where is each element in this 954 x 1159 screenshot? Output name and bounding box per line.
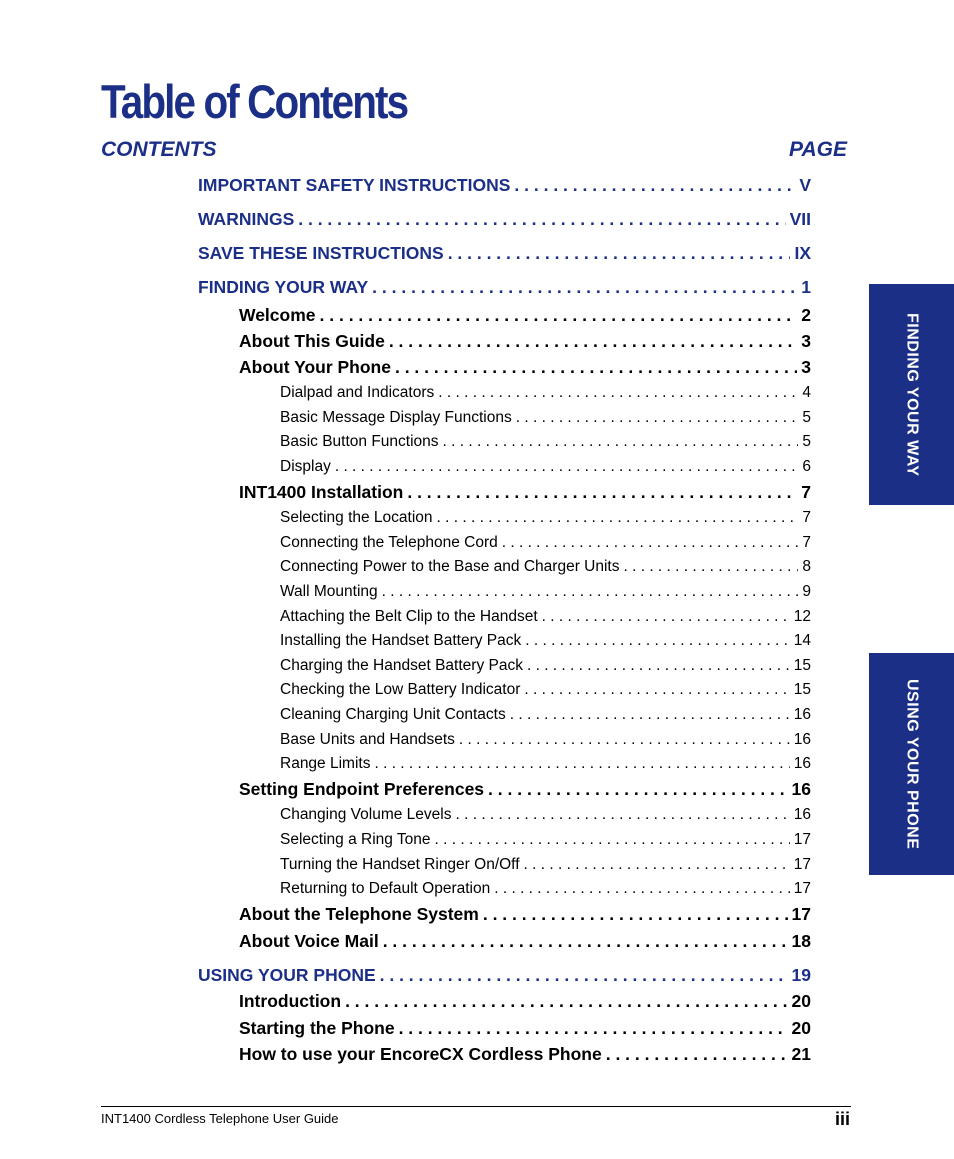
toc-entry-title: USING YOUR PHONE bbox=[198, 965, 376, 985]
dot-leader bbox=[383, 931, 788, 952]
toc-entry-page: 16 bbox=[793, 755, 811, 772]
side-tab-using-your-phone[interactable] bbox=[869, 653, 954, 875]
toc-entry-title: Base Units and Handsets bbox=[280, 731, 455, 748]
toc-entry-title: Display bbox=[280, 458, 331, 475]
dot-leader bbox=[298, 209, 785, 230]
toc-entry-page: 9 bbox=[802, 583, 811, 600]
dot-leader bbox=[407, 482, 797, 503]
dot-leader bbox=[510, 706, 790, 724]
toc-entry-page: 21 bbox=[791, 1044, 811, 1064]
toc-entry-title: Range Limits bbox=[280, 755, 371, 772]
toc-entry-page: 5 bbox=[802, 409, 811, 426]
footer-page-number: iii bbox=[834, 1109, 850, 1129]
dot-leader bbox=[380, 965, 788, 986]
dot-leader bbox=[435, 831, 790, 849]
toc-entry[interactable] bbox=[280, 534, 811, 556]
toc-entry-page: 16 bbox=[791, 779, 811, 799]
toc-entry-title: Connecting the Telephone Cord bbox=[280, 534, 498, 551]
dot-leader bbox=[443, 433, 799, 451]
toc-entry-page: 7 bbox=[801, 482, 811, 502]
toc-entry[interactable] bbox=[280, 433, 811, 455]
toc-entry-title: About Voice Mail bbox=[239, 931, 379, 951]
toc-entry-page: 20 bbox=[791, 1018, 811, 1038]
dot-leader bbox=[320, 305, 798, 326]
dot-leader bbox=[527, 657, 790, 675]
toc-entry-page: 16 bbox=[793, 806, 811, 823]
toc-entry[interactable] bbox=[280, 755, 811, 777]
toc-entry-title: Installing the Handset Battery Pack bbox=[280, 632, 522, 649]
toc-entry[interactable] bbox=[239, 331, 811, 355]
page-title: Table of Contents bbox=[101, 75, 408, 128]
toc-entry-page: 2 bbox=[801, 305, 811, 325]
toc-entry-title: Selecting the Location bbox=[280, 509, 433, 526]
toc-entry[interactable] bbox=[280, 509, 811, 531]
dot-leader bbox=[437, 509, 799, 527]
dot-leader bbox=[525, 632, 790, 650]
dot-leader bbox=[438, 384, 798, 402]
toc-entry-page: 14 bbox=[793, 632, 811, 649]
footer-rule bbox=[101, 1106, 851, 1107]
dot-leader bbox=[374, 755, 789, 773]
toc-entry-title: FINDING YOUR WAY bbox=[198, 277, 369, 297]
toc-entry-page: 6 bbox=[802, 458, 811, 475]
footer-guide-name: INT1400 Cordless Telephone User Guide bbox=[101, 1111, 339, 1126]
dot-leader bbox=[524, 681, 789, 699]
toc-entry-title: SAVE THESE INSTRUCTIONS bbox=[198, 243, 444, 263]
toc-entry-page: 7 bbox=[802, 534, 811, 551]
page-column-header: PAGE bbox=[789, 138, 847, 161]
toc-entry-title: Charging the Handset Battery Pack bbox=[280, 657, 523, 674]
toc-entry[interactable] bbox=[239, 904, 811, 928]
toc-entry-title: Checking the Low Battery Indicator bbox=[280, 681, 521, 698]
toc-entry-title: Changing Volume Levels bbox=[280, 806, 452, 823]
toc-entry[interactable] bbox=[280, 384, 811, 406]
contents-column-header: CONTENTS bbox=[101, 138, 217, 161]
toc-entry-page: 16 bbox=[793, 706, 811, 723]
toc-entry-page: VII bbox=[789, 209, 811, 229]
toc-entry-page: 17 bbox=[793, 831, 811, 848]
toc-entry[interactable] bbox=[280, 831, 811, 853]
toc-entry-page: 17 bbox=[793, 880, 811, 897]
toc-entry[interactable] bbox=[239, 991, 811, 1015]
toc-entry[interactable] bbox=[239, 779, 811, 803]
toc-entry-page: 3 bbox=[801, 357, 811, 377]
toc-entry[interactable] bbox=[280, 806, 811, 828]
dot-leader bbox=[389, 331, 797, 352]
toc-entry[interactable] bbox=[280, 731, 811, 753]
toc-entry[interactable] bbox=[280, 880, 811, 902]
toc-entry[interactable] bbox=[239, 1018, 811, 1042]
toc-entry-page: 8 bbox=[802, 558, 811, 575]
dot-leader bbox=[488, 779, 787, 800]
dot-leader bbox=[372, 277, 797, 298]
toc-entry-page: V bbox=[799, 175, 811, 195]
toc-entry[interactable] bbox=[239, 931, 811, 955]
toc-entry[interactable] bbox=[280, 657, 811, 679]
side-tab-label: USING YOUR PHONE bbox=[903, 678, 921, 850]
dot-leader bbox=[448, 243, 791, 264]
toc-entry-page: 4 bbox=[802, 384, 811, 401]
toc-entry-title: Welcome bbox=[239, 305, 316, 325]
toc-entry[interactable] bbox=[280, 558, 811, 580]
toc-entry[interactable] bbox=[239, 482, 811, 506]
dot-leader bbox=[623, 558, 798, 576]
toc-entry-title: Turning the Handset Ringer On/Off bbox=[280, 856, 520, 873]
dot-leader bbox=[502, 534, 799, 552]
dot-leader bbox=[514, 175, 795, 196]
toc-entry[interactable] bbox=[280, 608, 811, 630]
toc-entry-page: 19 bbox=[791, 965, 811, 985]
toc-entry-title: Returning to Default Operation bbox=[280, 880, 491, 897]
toc-entry-title: WARNINGS bbox=[198, 209, 295, 229]
toc-entry-page: 1 bbox=[801, 277, 811, 297]
toc-entry-page: 15 bbox=[793, 657, 811, 674]
dot-leader bbox=[524, 856, 790, 874]
toc-entry-title: Basic Button Functions bbox=[280, 433, 439, 450]
toc-entry-title: Setting Endpoint Preferences bbox=[239, 779, 485, 799]
dot-leader bbox=[382, 583, 799, 601]
toc-entry-page: 18 bbox=[791, 931, 811, 951]
toc-entry-title: Dialpad and Indicators bbox=[280, 384, 435, 401]
toc-entry[interactable] bbox=[198, 243, 811, 267]
toc-entry-title: INT1400 Installation bbox=[239, 482, 404, 502]
toc-entry[interactable] bbox=[239, 305, 811, 329]
toc-entry-title: Cleaning Charging Unit Contacts bbox=[280, 706, 506, 723]
dot-leader bbox=[459, 731, 790, 749]
toc-entry-title: How to use your EncoreCX Cordless Phone bbox=[239, 1044, 602, 1064]
dot-leader bbox=[483, 904, 788, 925]
toc-entry-title: About Your Phone bbox=[239, 357, 391, 377]
toc-entry-title: About the Telephone System bbox=[239, 904, 479, 924]
toc-entry[interactable] bbox=[280, 856, 811, 878]
toc-entry-title: Selecting a Ring Tone bbox=[280, 831, 431, 848]
toc-entry-title: Attaching the Belt Clip to the Handset bbox=[280, 608, 538, 625]
toc-entry-title: Introduction bbox=[239, 991, 342, 1011]
dot-leader bbox=[399, 1018, 788, 1039]
toc-entry-page: IX bbox=[794, 243, 811, 263]
toc-entry[interactable] bbox=[280, 583, 811, 605]
toc-entry-page: 7 bbox=[802, 509, 811, 526]
toc-entry[interactable] bbox=[198, 277, 811, 301]
dot-leader bbox=[455, 806, 789, 824]
toc-entry-title: Starting the Phone bbox=[239, 1018, 395, 1038]
toc-entry-page: 3 bbox=[801, 331, 811, 351]
toc-entry-page: 12 bbox=[793, 608, 811, 625]
dot-leader bbox=[345, 991, 787, 1012]
toc-entry-page: 17 bbox=[793, 856, 811, 873]
toc-entry-page: 5 bbox=[802, 433, 811, 450]
toc-entry[interactable] bbox=[280, 681, 811, 703]
toc-entry[interactable] bbox=[198, 965, 811, 989]
toc-entry[interactable] bbox=[280, 409, 811, 431]
toc-entry[interactable] bbox=[280, 632, 811, 654]
toc-entry-page: 20 bbox=[791, 991, 811, 1011]
toc-entry-title: About This Guide bbox=[239, 331, 385, 351]
toc-entry[interactable] bbox=[198, 175, 811, 199]
toc-entry-page: 17 bbox=[791, 904, 811, 924]
dot-leader bbox=[395, 357, 797, 378]
toc-entry[interactable] bbox=[239, 357, 811, 381]
toc-entry-title: Connecting Power to the Base and Charger Units bbox=[280, 558, 620, 575]
toc-entry-title: Wall Mounting bbox=[280, 583, 378, 600]
toc-entry[interactable] bbox=[239, 1044, 811, 1068]
side-tab-finding-your-way[interactable] bbox=[869, 284, 954, 505]
toc-entry-page: 15 bbox=[793, 681, 811, 698]
dot-leader bbox=[542, 608, 790, 626]
toc-entry-title: Basic Message Display Functions bbox=[280, 409, 512, 426]
dot-leader bbox=[516, 409, 799, 427]
dot-leader bbox=[494, 880, 790, 898]
dot-leader bbox=[606, 1044, 788, 1065]
toc-entry-page: 16 bbox=[793, 731, 811, 748]
toc-entry[interactable] bbox=[280, 706, 811, 728]
toc-entry-title: IMPORTANT SAFETY INSTRUCTIONS bbox=[198, 175, 511, 195]
side-tab-label: FINDING YOUR WAY bbox=[903, 312, 921, 477]
toc-entry[interactable] bbox=[198, 209, 811, 233]
toc-entry[interactable] bbox=[280, 458, 811, 480]
dot-leader bbox=[335, 458, 799, 476]
